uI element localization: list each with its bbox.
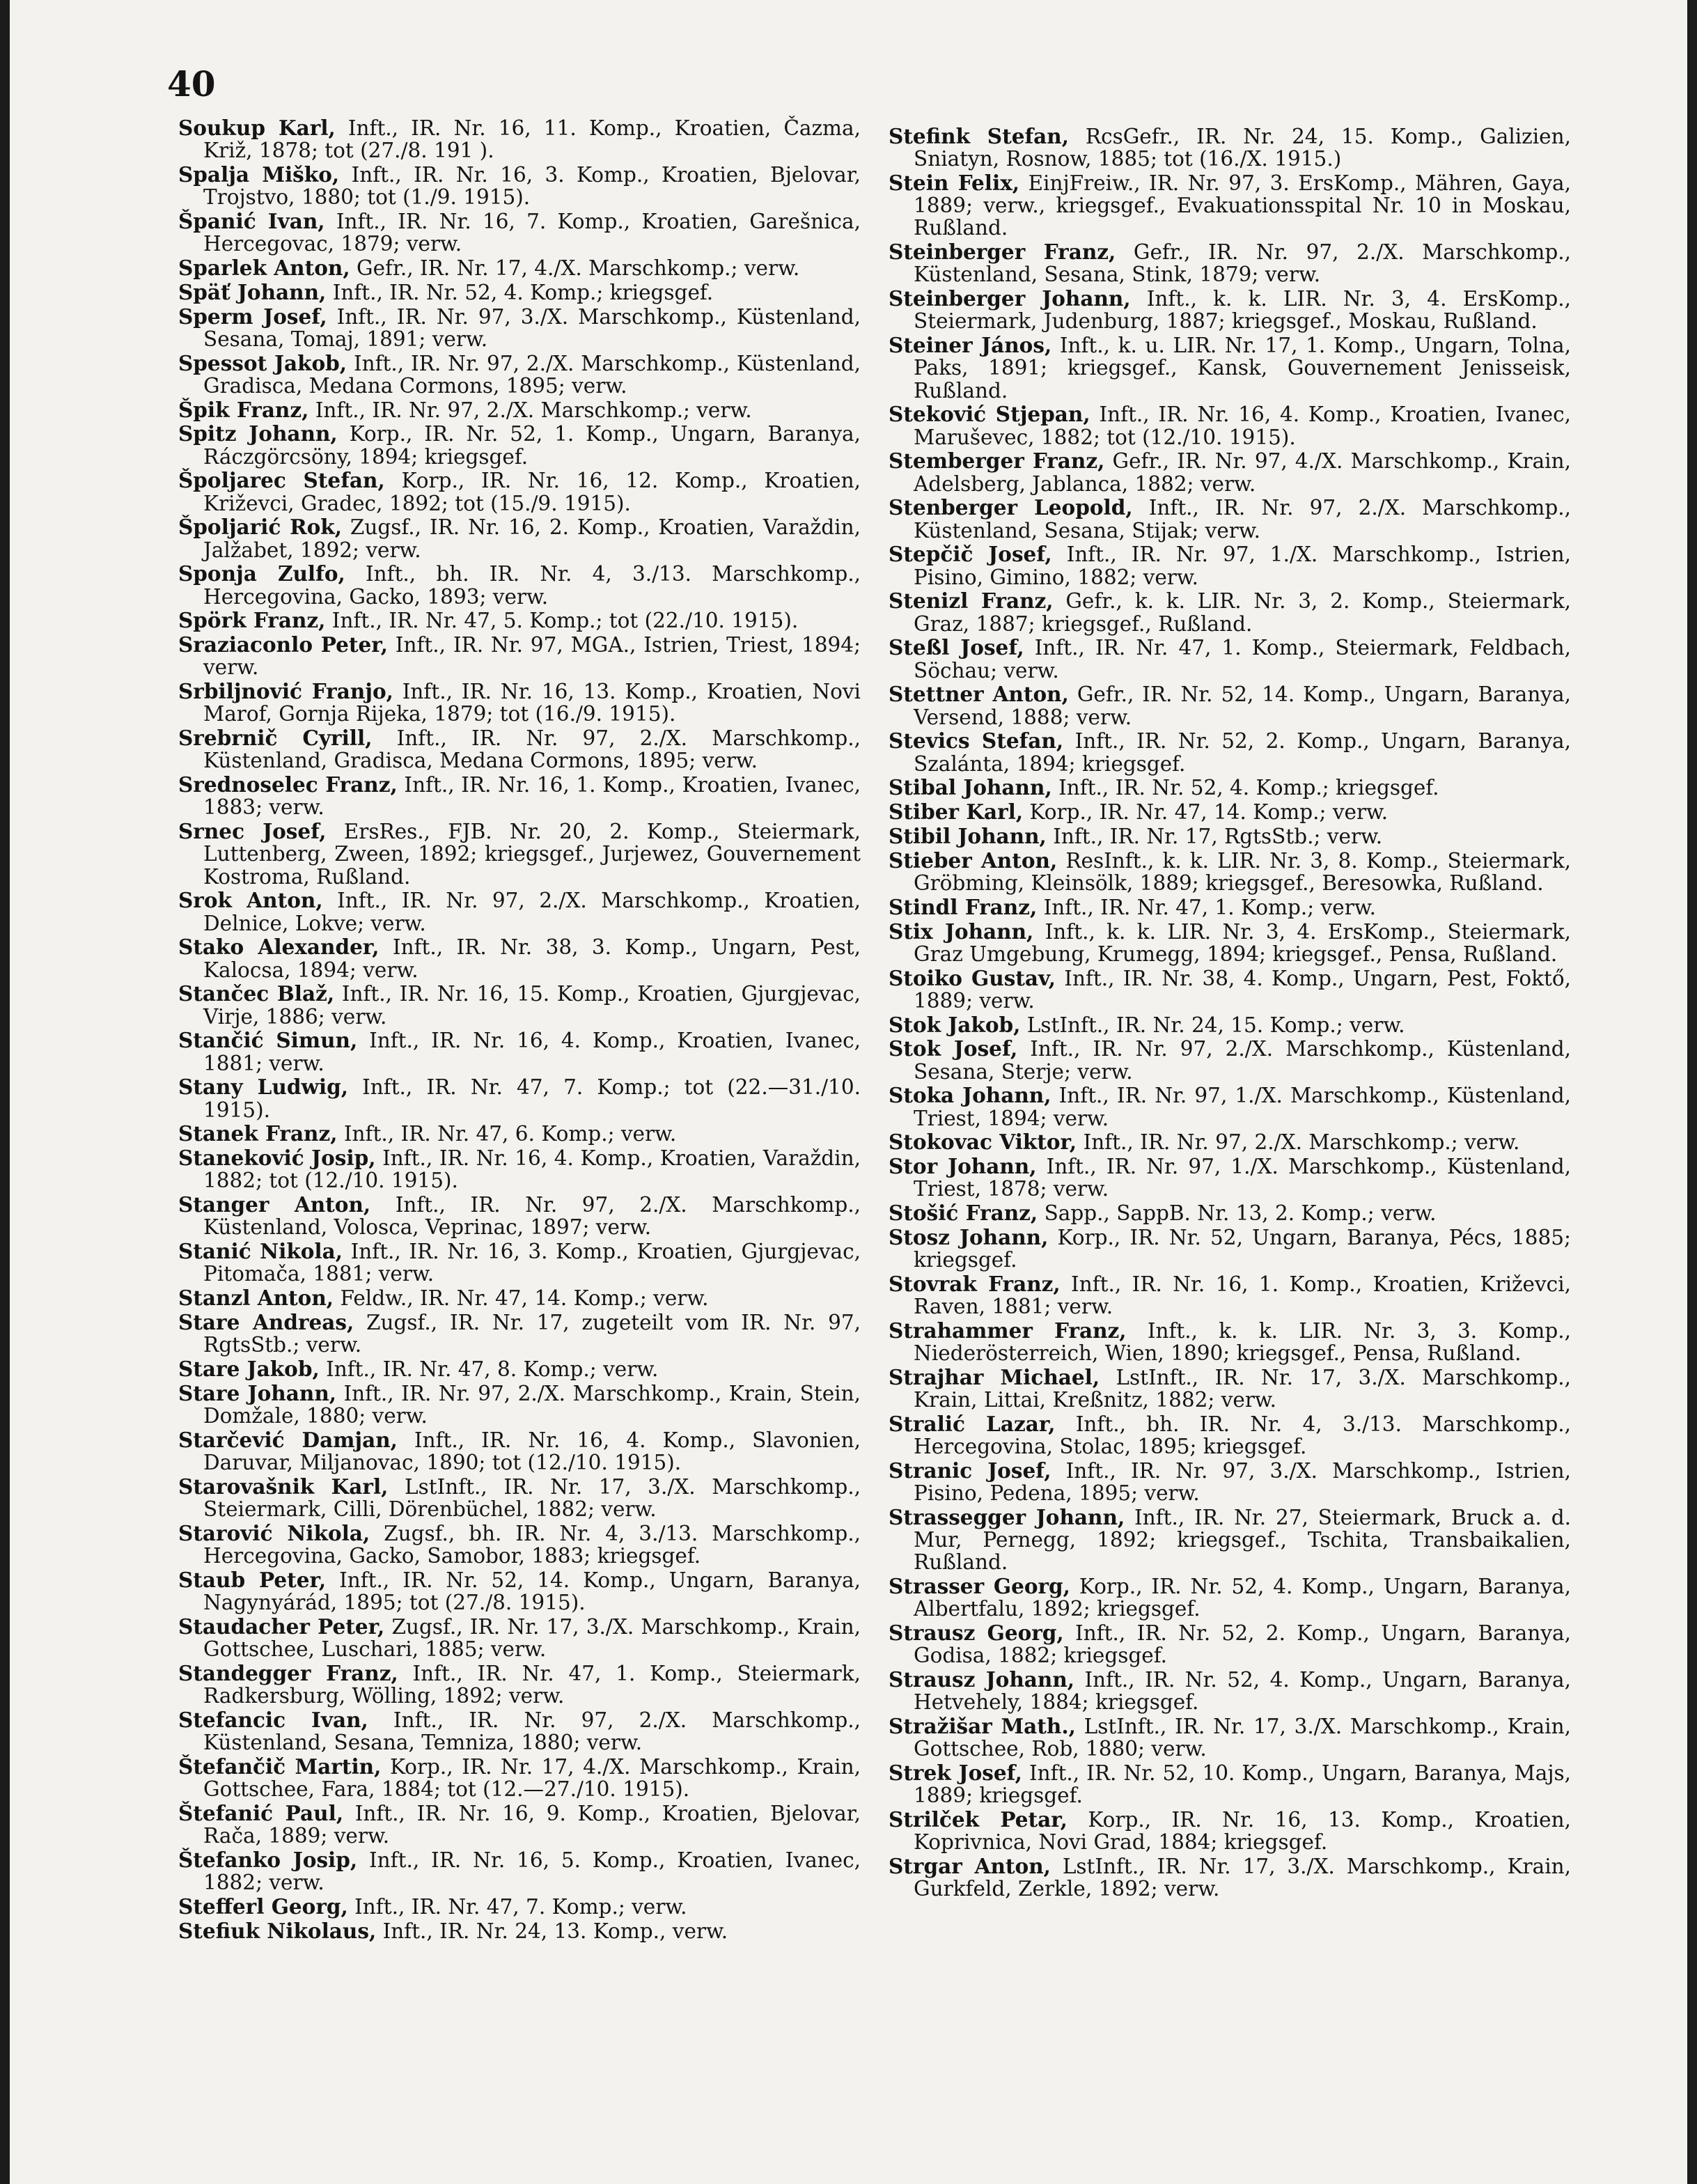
entry-name: Sparlek Anton, [178, 256, 350, 280]
entry-details: Inft., IR. Nr. 97, 2./X. Marschkomp., Küstenland, Gradisca, Medana Cormons, 1895; verw. [203, 726, 861, 773]
list-entry [889, 921, 1571, 965]
list-entry [889, 1669, 1571, 1713]
entry-details: EinjFreiw., IR. Nr. 97, 3. ErsKomp., Mähren, Gaya, 1889; verw., kriegsgef., Evakuationsspital Nr. 10 in Moskau, Rußland. [914, 171, 1571, 240]
entry-details: LstInft., IR. Nr. 17, 3./X. Marschkomp., Steiermark, Cilli, Dörenbüchel, 1882; verw. [203, 1474, 861, 1521]
entry-details: Inft., IR. Nr. 97, MGA., Istrien, Triest, 1894; verw. [203, 633, 861, 680]
entry-details: ResInft., k. k. LIR. Nr. 3, 8. Komp., Steiermark, Gröbming, Kleinsölk, 1889; kriegsgef., Beresowka, Rußland. [914, 848, 1571, 895]
entry-details: ErsRes., FJB. Nr. 20, 2. Komp., Steiermark, Luttenberg, Zween, 1892; kriegsgef., Jurjewez, Gouvernement Kostroma, Rußland. [203, 820, 861, 889]
entry-details: Inft., IR. Nr. 52, 10. Komp., Ungarn, Baranya, Majs, 1889; kriegsgef. [914, 1761, 1571, 1808]
entry-name: Stokovac Viktor, [889, 1130, 1077, 1155]
list-entry [889, 334, 1571, 402]
entry-details: Inft., IR. Nr. 97, 2./X. Marschkomp., Küstenland, Volosca, Veprinac, 1897; verw. [203, 1193, 861, 1240]
entry-details: Inft., IR. Nr. 97, 2./X. Marschkomp., Küstenland, Sesana, Temniza, 1880; verw. [203, 1708, 861, 1754]
entry-name: Štefanko Josip, [178, 1847, 358, 1872]
scan-edge-left [0, 0, 10, 2184]
list-entry [889, 1155, 1571, 1200]
entry-name: Strahammer Franz, [889, 1318, 1127, 1343]
entry-name: Stok Josef, [889, 1036, 1018, 1061]
list-entry [178, 516, 861, 561]
entry-details: Gefr., IR. Nr. 97, 4./X. Marschkomp., Krain, Adelsberg, Jablanca, 1882; verw. [914, 449, 1571, 496]
list-entry [178, 281, 861, 304]
entry-name: Stefancic Ivan, [178, 1707, 368, 1732]
entry-name: Stok Jakob, [889, 1012, 1021, 1037]
list-entry [889, 825, 1571, 848]
entry-name: Strgar Anton, [889, 1854, 1051, 1879]
entry-details: Inft., IR. Nr. 16, 15. Komp., Kroatien, Gjurgjevac, Virje, 1886; verw. [203, 982, 861, 1029]
entry-details: Inft., IR. Nr. 47, 1. Komp., Steiermark, Radkersburg, Wölling, 1892; verw. [203, 1661, 861, 1708]
entry-name: Stefferl Georg, [178, 1894, 348, 1919]
entry-details: LstInft., IR. Nr. 17, 3./X. Marschkomp., Krain, Littai, Kreßnitz, 1882; verw. [914, 1365, 1571, 1412]
entry-name: Strek Josef, [889, 1761, 1022, 1786]
entry-details: Inft., IR. Nr. 52, 2. Komp., Ungarn, Baranya, Godisa, 1882; kriegsgef. [914, 1621, 1571, 1668]
entry-details: Zugsf., IR. Nr. 17, 3./X. Marschkomp., Krain, Gottschee, Luschari, 1885; verw. [203, 1614, 861, 1661]
entry-name: Stefiuk Nikolaus, [178, 1918, 377, 1943]
list-entry [178, 1522, 861, 1567]
entry-name: Stindl Franz, [889, 894, 1038, 919]
entry-details: Inft., IR. Nr. 97, 2./X. Marschkomp., Küstenland, Sesana, Sterje; verw. [914, 1037, 1572, 1084]
entry-name: Steiner János, [889, 333, 1052, 358]
entry-name: Starović Nikola, [178, 1520, 370, 1545]
entry-name: Štefančič Martin, [178, 1754, 382, 1779]
entry-name: Stare Johann, [178, 1380, 337, 1405]
list-entry [889, 777, 1571, 799]
list-entry [178, 1429, 861, 1474]
entry-name: Staub Peter, [178, 1567, 327, 1592]
entry-details: Zugsf., bh. IR. Nr. 4, 3./13. Marschkomp., Hercegovina, Gacko, Samobor, 1883; kriegsgef. [203, 1521, 861, 1568]
entry-name: Stančec Blaž, [178, 981, 335, 1006]
entry-name: Stix Johann, [889, 919, 1034, 944]
entry-name: Stražišar Math., [889, 1714, 1076, 1739]
entry-name: Srednoselec Franz, [178, 772, 398, 797]
entry-name: Srnec Josef, [178, 819, 327, 844]
list-entry [889, 172, 1571, 240]
list-entry [889, 637, 1571, 681]
list-entry [178, 1287, 861, 1309]
entry-details: Inft., IR. Nr. 16, 4. Komp., Kroatien, Varaždin, 1882; tot (12./10. 1915). [203, 1146, 861, 1193]
entry-name: Strassegger Johann, [889, 1504, 1125, 1529]
entry-name: Späť Johann, [178, 279, 327, 304]
list-entry [889, 1131, 1571, 1153]
list-entry [889, 288, 1571, 332]
entry-name: Stanek Franz, [178, 1121, 338, 1146]
page-number: 40 [167, 63, 216, 104]
entry-details: Zugsf., IR. Nr. 16, 2. Komp., Kroatien, Varaždin, Jalžabet, 1892; verw. [203, 515, 861, 562]
list-entry [178, 1709, 861, 1754]
list-entry [889, 730, 1571, 774]
entry-details: Inft., IR. Nr. 97, 1./X. Marschkomp., Küstenland, Triest, 1878; verw. [914, 1155, 1571, 1201]
entry-name: Stenberger Leopold, [889, 495, 1133, 520]
entry-name: Stein Felix, [889, 171, 1020, 195]
list-entry [889, 801, 1571, 823]
list-entry [178, 306, 861, 350]
list-entry [889, 683, 1571, 728]
list-entry [178, 634, 861, 678]
entry-details: Inft., IR. Nr. 16, 5. Komp., Kroatien, Ivanec, 1882; verw. [203, 1848, 861, 1894]
entry-details: Inft., IR. Nr. 16, 4. Komp., Kroatien, Ivanec, Maruševec, 1882; tot (12./10. 1915). [914, 403, 1572, 449]
entry-name: Stanić Nikola, [178, 1239, 343, 1264]
entry-name: Strasser Georg, [889, 1574, 1070, 1599]
entry-details: Inft., IR. Nr. 97, 2./X. Marschkomp., Küstenland, Sesana, Stijak; verw. [914, 496, 1572, 543]
entry-name: Stevics Stefan, [889, 728, 1064, 754]
entry-name: Srbiljnović Franjo, [178, 679, 393, 704]
list-entry [178, 1147, 861, 1192]
list-entry [178, 257, 861, 279]
entry-details: LstInft., IR. Nr. 17, 3./X. Marschkomp., Krain, Gurkfeld, Zerkle, 1892; verw. [914, 1855, 1572, 1901]
list-entry [178, 983, 861, 1027]
entry-details: Inft., bh. IR. Nr. 4, 3./13. Marschkomp., Hercegovina, Stolac, 1895; kriegsgef. [914, 1412, 1572, 1459]
list-entry [889, 1575, 1571, 1620]
entry-details: Inft., IR. Nr. 97, 2./X. Marschkomp., Kroatien, Delnice, Lokve; verw. [203, 889, 861, 935]
entry-name: Stemberger Franz, [889, 448, 1105, 474]
list-entry [889, 967, 1571, 1012]
list-entry [178, 1569, 861, 1614]
entry-name: Stiber Karl, [889, 800, 1024, 825]
list-entry [889, 896, 1571, 919]
entry-details: Inft., IR. Nr. 27, Steiermark, Bruck a. d. Mur, Pernegg, 1892; kriegsgef., Tschita, Transbaikalien, Rußland. [914, 1505, 1571, 1575]
entry-details: RcsGefr., IR. Nr. 24, 15. Komp., Galizien, Sniatyn, Rosnow, 1885; tot (16./X. 1915.) [914, 125, 1571, 171]
entry-details: Inft., IR. Nr. 17, RgtsStb.; verw. [1046, 825, 1383, 848]
entry-details: Inft., IR. Nr. 47, 1. Komp.; verw. [1037, 895, 1376, 919]
scan-edge-right [1687, 0, 1697, 2184]
entry-name: Standegger Franz, [178, 1660, 398, 1685]
entry-details: Inft., IR. Nr. 47, 1. Komp., Steiermark, Feldbach, Söchau; verw. [914, 636, 1571, 682]
entry-name: Stepčič Josef, [889, 542, 1052, 567]
list-entry [178, 469, 861, 514]
entry-name: Sraziaconlo Peter, [178, 632, 388, 657]
list-entry [889, 1622, 1571, 1667]
entry-name: Stare Jakob, [178, 1356, 320, 1381]
entry-details: Inft., k. k. LIR. Nr. 3, 4. ErsKomp., Steiermark, Graz Umgebung, Krumegg, 1894; kriegsgef., Pensa, Rußland. [914, 919, 1571, 966]
entry-details: Inft., IR. Nr. 38, 4. Komp., Ungarn, Pest, Foktő, 1889; verw. [914, 966, 1571, 1013]
entry-name: Strilček Petar, [889, 1807, 1068, 1832]
entry-name: Spitz Johann, [178, 421, 338, 446]
list-entry [178, 1476, 861, 1520]
list-entry [178, 889, 861, 934]
list-entry [178, 1123, 861, 1145]
list-entry [889, 1413, 1571, 1458]
entry-details: LstInft., IR. Nr. 24, 15. Komp.; verw. [1020, 1013, 1405, 1037]
entry-name: Stor Johann, [889, 1154, 1037, 1179]
entry-name: Strausz Johann, [889, 1667, 1075, 1692]
entry-details: Inft., IR. Nr. 16, 3. Komp., Kroatien, Gjurgjevac, Pitomača, 1881; verw. [203, 1240, 861, 1286]
entry-name: Steßl Josef, [889, 635, 1024, 660]
list-entry [178, 423, 861, 467]
list-entry [889, 125, 1571, 170]
list-entry [178, 1802, 861, 1847]
entry-details: Inft., IR. Nr. 16, 4. Komp., Slavonien, Daruvar, Miljanovac, 1890; tot (12./10. 1915). [203, 1428, 861, 1474]
entry-name: Špoljarec Stefan, [178, 468, 385, 493]
entry-details: Inft., IR. Nr. 16, 13. Komp., Kroatien, Novi Marof, Gornja Rijeka, 1879; tot (16./9. 1915). [203, 680, 861, 726]
entry-details: Inft., IR. Nr. 38, 3. Komp., Ungarn, Pest, Kalocsa, 1894; verw. [203, 935, 861, 982]
entry-name: Stoka Johann, [889, 1083, 1051, 1108]
list-entry [889, 543, 1571, 588]
entry-name: Stefink Stefan, [889, 124, 1070, 148]
list-entry [889, 1762, 1571, 1807]
entry-details: Feldw., IR. Nr. 47, 14. Komp.; verw. [334, 1286, 709, 1311]
entry-details: Inft., IR. Nr. 97, 2./X. Marschkomp., Krain, Stein, Domžale, 1880; verw. [203, 1381, 861, 1428]
entry-details: LstInft., IR. Nr. 17, 3./X. Marschkomp., Krain, Gottschee, Rob, 1880; verw. [914, 1715, 1571, 1761]
entry-name: Srok Anton, [178, 888, 323, 913]
list-entry [889, 1038, 1571, 1082]
entry-name: Stralić Lazar, [889, 1411, 1056, 1436]
entry-details: Inft., k. u. LIR. Nr. 17, 1. Komp., Ungarn, Tolna, Paks, 1891; kriegsgef., Kansk, Gouvernement Jenisseisk, Rußland. [914, 334, 1572, 403]
entry-name: Stranic Josef, [889, 1458, 1051, 1483]
entry-name: Spessot Jakob, [178, 350, 347, 375]
entry-name: Stovrak Franz, [889, 1271, 1061, 1296]
entry-name: Špik Franz, [178, 397, 309, 422]
entry-name: Španić Ivan, [178, 209, 325, 233]
list-entry [178, 1076, 861, 1121]
entry-details: Inft., IR. Nr. 16, 1. Komp., Kroatien, Križevci, Raven, 1881; verw. [914, 1272, 1572, 1319]
list-entry [889, 1855, 1571, 1900]
entry-details: Gefr., IR. Nr. 97, 2./X. Marschkomp., Küstenland, Sesana, Stink, 1879; verw. [914, 240, 1571, 287]
list-entry [889, 1809, 1571, 1853]
entry-name: Špoljarić Rok, [178, 515, 343, 540]
list-entry [889, 1084, 1571, 1129]
entry-details: Inft., k. k. LIR. Nr. 3, 4. ErsKomp., Steiermark, Judenburg, 1887; kriegsgef., Moskau, Rußland. [914, 287, 1571, 334]
entry-details: Gefr., IR. Nr. 52, 14. Komp., Ungarn, Baranya, Versend, 1888; verw. [914, 682, 1571, 729]
left-column [178, 117, 861, 1944]
list-entry [889, 1202, 1571, 1224]
entry-name: Stieber Anton, [889, 848, 1058, 873]
list-entry [889, 1014, 1571, 1036]
list-entry [178, 1194, 861, 1238]
entry-details: Inft., IR. Nr. 97, 3./X. Marschkomp., Istrien, Pisino, Pedena, 1895; verw. [914, 1458, 1571, 1506]
entry-name: Srebrnič Cyrill, [178, 726, 373, 751]
entry-details: Inft., IR. Nr. 16, 1. Komp., Kroatien, Ivanec, 1883; verw. [203, 773, 861, 820]
entry-details: Inft., IR. Nr. 52, 4. Komp.; kriegsgef. [1051, 776, 1439, 800]
entry-name: Spörk Franz, [178, 608, 326, 633]
entry-name: Soukup Karl, [178, 116, 336, 140]
entry-name: Stenizl Franz, [889, 588, 1054, 614]
list-entry [889, 1460, 1571, 1504]
list-entry [178, 164, 861, 208]
entry-name: Steković Stjepan, [889, 402, 1090, 427]
entry-name: Sponja Zulfo, [178, 561, 345, 586]
entry-details: Gefr., IR. Nr. 17, 4./X. Marschkomp.; verw. [350, 256, 800, 280]
list-entry [178, 1756, 861, 1800]
list-entry [178, 399, 861, 421]
list-entry [178, 1382, 861, 1427]
list-entry [178, 936, 861, 981]
list-entry [178, 1311, 861, 1356]
list-entry [178, 117, 861, 162]
entry-name: Štefanić Paul, [178, 1800, 344, 1825]
list-entry [889, 850, 1571, 894]
entry-details: Inft., IR. Nr. 47, 8. Komp.; verw. [319, 1357, 659, 1381]
list-entry [889, 497, 1571, 541]
entry-details: Inft., IR. Nr. 16, 11. Komp., Kroatien, Čazma, Križ, 1878; tot (27./8. 191 ). [203, 116, 861, 163]
entry-name: Stosz Johann, [889, 1224, 1049, 1249]
entry-name: Starčević Damjan, [178, 1427, 398, 1452]
entry-details: Inft., IR. Nr. 97, 2./X. Marschkomp.; verw. [308, 398, 752, 422]
right-column [889, 125, 1571, 1902]
entry-name: Stanger Anton, [178, 1192, 371, 1217]
entry-name: Stibil Johann, [889, 824, 1047, 848]
entry-details: Korp., IR. Nr. 16, 12. Komp., Kroatien, Križevci, Gradec, 1892; tot (15./9. 1915). [203, 469, 861, 515]
list-entry [889, 590, 1571, 634]
list-entry [178, 680, 861, 725]
list-entry [889, 1320, 1571, 1364]
entry-details: Korp., IR. Nr. 52, Ungarn, Baranya, Pécs, 1885; kriegsgef. [914, 1225, 1572, 1272]
entry-details: Inft., IR. Nr. 16, 7. Komp., Kroatien, Garešnica, Hercegovac, 1879; verw. [203, 210, 861, 256]
entry-name: Stoiko Gustav, [889, 965, 1056, 990]
list-entry [178, 1029, 861, 1074]
entry-name: Stošić Franz, [889, 1201, 1038, 1226]
entry-details: Inft., IR. Nr. 24, 13. Komp., verw. [376, 1919, 728, 1943]
list-entry [178, 727, 861, 772]
entry-name: Stako Alexander, [178, 935, 380, 960]
list-entry [889, 1506, 1571, 1574]
entry-details: Inft., IR. Nr. 47, 7. Komp.; tot (22.—31./10. 1915). [203, 1075, 861, 1122]
entry-name: Stettner Anton, [889, 682, 1069, 707]
entry-details: Inft., IR. Nr. 97, 2./X. Marschkomp., Küstenland, Gradisca, Medana Cormons, 1895; verw. [203, 351, 861, 398]
list-entry [178, 1896, 861, 1918]
entry-details: Zugsf., IR. Nr. 17, zugeteilt vom IR. Nr. 97, RgtsStb.; verw. [203, 1310, 861, 1357]
list-entry [178, 210, 861, 255]
entry-details: Inft., IR. Nr. 47, 5. Komp.; tot (22./10. 1915). [325, 609, 799, 633]
entry-name: Sperm Josef, [178, 304, 327, 329]
entry-details: Inft., IR. Nr. 16, 3. Komp., Kroatien, Bjelovar, Trojstvo, 1880; tot (1./9. 1915). [203, 163, 861, 210]
list-entry [178, 609, 861, 632]
entry-details: Inft., IR. Nr. 16, 4. Komp., Kroatien, Ivanec, 1881; verw. [203, 1029, 861, 1075]
entry-details: Gefr., k. k. LIR. Nr. 3, 2. Komp., Steiermark, Graz, 1887; kriegsgef., Rußland. [914, 589, 1571, 636]
list-entry [889, 1226, 1571, 1271]
entry-details: Inft., IR. Nr. 52, 4. Komp., Ungarn, Baranya, Hetvehely, 1884; kriegsgef. [914, 1668, 1571, 1715]
list-entry [889, 241, 1571, 286]
entry-name: Stančić Simun, [178, 1028, 358, 1053]
entry-details: Inft., IR. Nr. 97, 1./X. Marschkomp., Istrien, Pisino, Gimino, 1882; verw. [914, 543, 1571, 589]
list-entry [178, 1358, 861, 1380]
entry-name: Staudacher Peter, [178, 1614, 385, 1639]
entry-name: Spalja Miško, [178, 162, 340, 187]
list-entry [178, 563, 861, 607]
entry-details: Inft., IR. Nr. 47, 7. Komp.; verw. [347, 1894, 687, 1919]
entry-details: Sapp., SappB. Nr. 13, 2. Komp.; verw. [1038, 1201, 1437, 1226]
entry-details: Inft., IR. Nr. 16, 9. Komp., Kroatien, Bjelovar, Rača, 1889; verw. [203, 1801, 861, 1848]
list-entry [178, 1920, 861, 1942]
entry-details: Korp., IR. Nr. 47, 14. Komp.; verw. [1023, 800, 1389, 825]
entry-details: Inft., IR. Nr. 97, 2./X. Marschkomp.; verw. [1077, 1130, 1520, 1155]
entry-name: Stanzl Anton, [178, 1286, 334, 1311]
list-entry [178, 1240, 861, 1285]
entry-name: Stibal Johann, [889, 775, 1052, 800]
entry-name: Strausz Georg, [889, 1621, 1064, 1646]
entry-details: Inft., IR. Nr. 52, 4. Komp.; kriegsgef. [326, 280, 714, 304]
entry-details: Inft., k. k. LIR. Nr. 3, 3. Komp., Niederösterreich, Wien, 1890; kriegsgef., Pensa, Rußland. [914, 1318, 1571, 1366]
list-entry [889, 1715, 1571, 1760]
list-entry [889, 403, 1571, 448]
list-entry [889, 1273, 1571, 1318]
entry-details: Inft., IR. Nr. 97, 3./X. Marschkomp., Küstenland, Sesana, Tomaj, 1891; verw. [203, 304, 861, 351]
entry-details: Korp., IR. Nr. 16, 13. Komp., Kroatien, Koprivnica, Novi Grad, 1884; kriegsgef. [914, 1808, 1571, 1855]
entry-name: Starovašnik Karl, [178, 1474, 389, 1499]
entry-details: Korp., IR. Nr. 52, 4. Komp., Ungarn, Baranya, Albertfalu, 1892; kriegsgef. [914, 1575, 1571, 1621]
entry-details: Korp., IR. Nr. 52, 1. Komp., Ungarn, Baranya, Ráczgörcsöny, 1894; kriegsgef. [203, 422, 861, 469]
entry-name: Staneković Josip, [178, 1146, 376, 1171]
entry-details: Inft., IR. Nr. 97, 1./X. Marschkomp., Küstenland, Triest, 1894; verw. [914, 1084, 1572, 1130]
list-entry [178, 1849, 861, 1894]
entry-details: Inft., IR. Nr. 52, 2. Komp., Ungarn, Baranya, Szalánta, 1894; kriegsgef. [914, 729, 1571, 776]
list-entry [178, 820, 861, 888]
entry-name: Stany Ludwig, [178, 1075, 348, 1100]
entry-name: Steinberger Franz, [889, 240, 1116, 265]
list-entry [178, 352, 861, 397]
list-entry [889, 1366, 1571, 1411]
entry-name: Stare Andreas, [178, 1309, 354, 1334]
list-entry [178, 774, 861, 818]
entry-details: Inft., IR. Nr. 52, 14. Komp., Ungarn, Baranya, Nagynyárád, 1895; tot (27./8. 1915). [203, 1568, 861, 1614]
entry-details: Inft., bh. IR. Nr. 4, 3./13. Marschkomp., Hercegovina, Gacko, 1893; verw. [203, 562, 861, 609]
list-entry [178, 1616, 861, 1660]
entry-details: Inft., IR. Nr. 47, 6. Komp.; verw. [337, 1122, 677, 1146]
entry-details: Korp., IR. Nr. 17, 4./X. Marschkomp., Krain, Gottschee, Fara, 1884; tot (12.—27./10. 1915). [203, 1754, 861, 1801]
entry-name: Steinberger Johann, [889, 286, 1131, 311]
list-entry [889, 450, 1571, 494]
entry-name: Strajhar Michael, [889, 1364, 1100, 1389]
list-entry [178, 1662, 861, 1707]
